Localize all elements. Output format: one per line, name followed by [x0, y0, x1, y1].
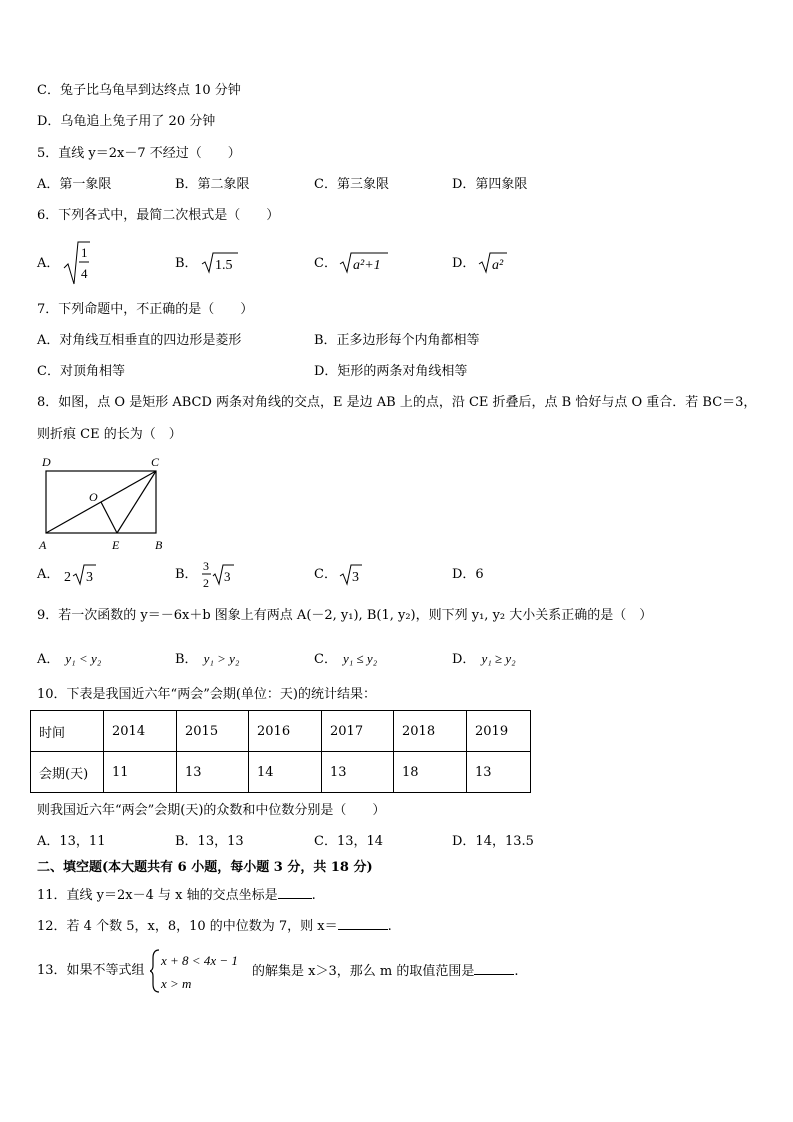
q7-option-a: A．对角线互相垂直的四边形是菱形: [37, 333, 242, 348]
section-heading-fill-in: 二、填空题(本大题共有 6 小题，每小题 3 分，共 18 分): [37, 860, 373, 875]
answer-blank: [278, 886, 312, 899]
q6-option-b-label: B．: [175, 256, 198, 271]
answer-blank: [474, 962, 514, 975]
table-cell: 2015: [177, 711, 249, 752]
left-brace-icon: [150, 950, 159, 992]
q8-option-c-label: C．: [314, 567, 337, 582]
q9-option-b-label: B．: [175, 652, 198, 667]
q6-option-a-math: [62, 238, 92, 288]
table-cell: 11: [104, 752, 177, 793]
q8-option-c: [314, 566, 337, 584]
q6-option-c-label: C．: [314, 256, 337, 271]
label-o: O: [89, 490, 98, 504]
answer-blank: [338, 917, 388, 930]
q9-option-c-label: C．: [314, 652, 337, 667]
q8-rectangle-figure: [34, 452, 174, 552]
q13-stem-end: 的解集是 x＞3，那么 m 的取值范围是 .: [252, 964, 519, 979]
label-d: D: [42, 455, 51, 469]
table-row: [31, 752, 531, 793]
q6-option-d-math: [477, 250, 509, 276]
label-c: C: [151, 455, 160, 469]
system-line-1: x + 8 < 4x − 1: [161, 953, 238, 968]
segment-oe: [101, 502, 117, 533]
q9-option-d: [452, 650, 516, 669]
q9-option-b-math: y₁ > y₂: [203, 651, 240, 666]
q9-option-c: [314, 650, 377, 669]
q4-option-d: D．乌龟追上兔子用了 20 分钟: [37, 114, 216, 129]
table-cell: 2018: [394, 711, 467, 752]
fold-line-ce: [117, 471, 156, 533]
q6-option-a-label: A．: [37, 256, 60, 271]
q6c-radicand: a²+1: [353, 258, 381, 273]
q7-option-c: C．对顶角相等: [37, 364, 125, 379]
q13-stem-start: 13．如果不等式组: [37, 963, 145, 978]
q8-option-a-math: [62, 562, 98, 588]
table-cell: 13: [177, 752, 249, 793]
q8-option-d: D．6: [452, 567, 484, 582]
q8-stem-line1: 8．如图，点 O 是矩形 ABCD 两条对角线的交点，E 是边 AB 上的点，沿 CE 折叠后，点 B 恰好与点 O 重合．若 BC＝3，: [37, 395, 757, 410]
q5-option-a: A．第一象限: [37, 177, 112, 192]
q9-option-d-math: y₁ ≥ y₂: [481, 651, 516, 666]
q8-option-c-math: [338, 562, 364, 588]
table-cell: 2014: [104, 711, 177, 752]
q6b-radicand: 1.5: [215, 258, 233, 273]
q6-option-d-label: D．: [452, 256, 476, 271]
table-cell: 14: [249, 752, 322, 793]
q11-stem: 11．直线 y＝2x－4 与 x 轴的交点坐标是 .: [37, 888, 316, 903]
table-cell: 13: [322, 752, 394, 793]
q7-option-d: D．矩形的两条对角线相等: [314, 364, 468, 379]
q8-option-b-label: B．: [175, 567, 198, 582]
label-b: B: [155, 538, 163, 552]
table-cell: 18: [394, 752, 467, 793]
table-cell: 2017: [322, 711, 394, 752]
q10-option-d: D．14，13.5: [452, 834, 534, 849]
q6-option-a: [37, 255, 59, 273]
q12-stem: 12．若 4 个数 5，x，8，10 的中位数为 7，则 x＝ .: [37, 919, 392, 934]
q9-option-a-math: y₁ < y₂: [65, 651, 102, 666]
q6-stem: 6．下列各式中，最简二次根式是（ ）: [37, 208, 280, 223]
q9-option-d-label: D．: [452, 652, 476, 667]
q8b-numerator: 3: [203, 559, 209, 573]
q5-stem: 5．直线 y＝2x－7 不经过（ ）: [37, 146, 241, 161]
q6-option-b: [175, 255, 198, 273]
table-cell: 时间: [31, 711, 104, 752]
q5-option-b: B．第二象限: [175, 177, 250, 192]
q10-option-b: B．13，13: [175, 834, 244, 849]
q10-stem: 10．下表是我国近六年“两会”会期(单位：天)的统计结果：: [37, 687, 376, 702]
table-header-row: [31, 711, 531, 752]
q6-option-c: [314, 255, 337, 273]
system-line-2: x > m: [161, 976, 192, 991]
table-cell: 2019: [467, 711, 531, 752]
q8-option-b: [175, 566, 198, 584]
q8-stem-line2: 则折痕 CE 的长为（ ）: [37, 427, 182, 442]
q8-option-a-label: A．: [37, 567, 60, 582]
q5-option-d: D．第四象限: [452, 177, 528, 192]
q7-stem: 7．下列命题中，不正确的是（ ）: [37, 302, 254, 317]
q6d-radicand: a²: [492, 258, 504, 273]
q13-inequality-system: [150, 946, 250, 996]
q13-text: 的解集是 x＞3，那么 m 的取值范围是: [252, 964, 475, 979]
q4-option-c: C．兔子比乌龟早到达终点 10 分钟: [37, 83, 241, 98]
q9-option-a: [37, 650, 101, 669]
session-stats-table: [30, 710, 531, 793]
q9-option-c-math: y₁ ≤ y₂: [342, 651, 378, 666]
q8a-coef: 2: [64, 570, 71, 585]
q8-option-a: [37, 566, 59, 584]
q9-option-a-label: A．: [37, 652, 60, 667]
q8c-radicand: 3: [352, 570, 359, 585]
table-cell: 13: [467, 752, 531, 793]
q8b-radicand: 3: [224, 569, 231, 584]
q12-text: 12．若 4 个数 5，x，8，10 的中位数为 7，则 x＝: [37, 919, 338, 934]
q9-stem: 9．若一次函数的 y＝－6x＋b 图象上有两点 A(－2, y₁), B(1, y₂)，则下列 y₁, y₂ 大小关系正确的是（ ）: [37, 608, 653, 623]
table-cell: 2016: [249, 711, 322, 752]
q8a-radicand: 3: [86, 570, 93, 585]
q6a-numerator: 1: [81, 245, 88, 260]
q8b-denominator: 2: [203, 576, 209, 590]
q6-option-c-math: [338, 250, 390, 276]
q6a-denominator: 4: [81, 266, 88, 281]
q10-option-c: C．13，14: [314, 834, 384, 849]
q9-option-b: [175, 650, 239, 669]
q7-option-b: B．正多边形每个内角都相等: [314, 333, 480, 348]
q6-option-d: [452, 255, 475, 273]
q11-text: 11．直线 y＝2x－4 与 x 轴的交点坐标是: [37, 888, 278, 903]
table-cell: 会期(天): [31, 752, 104, 793]
q5-option-c: C．第三象限: [314, 177, 389, 192]
label-a: A: [39, 538, 47, 552]
q10-question: 则我国近六年“两会”会期(天)的众数和中位数分别是（ ）: [37, 803, 386, 818]
q6-option-b-math: [200, 250, 240, 276]
q8-option-b-math: [200, 556, 236, 592]
label-e: E: [112, 538, 120, 552]
q10-option-a: A．13，11: [37, 834, 106, 849]
